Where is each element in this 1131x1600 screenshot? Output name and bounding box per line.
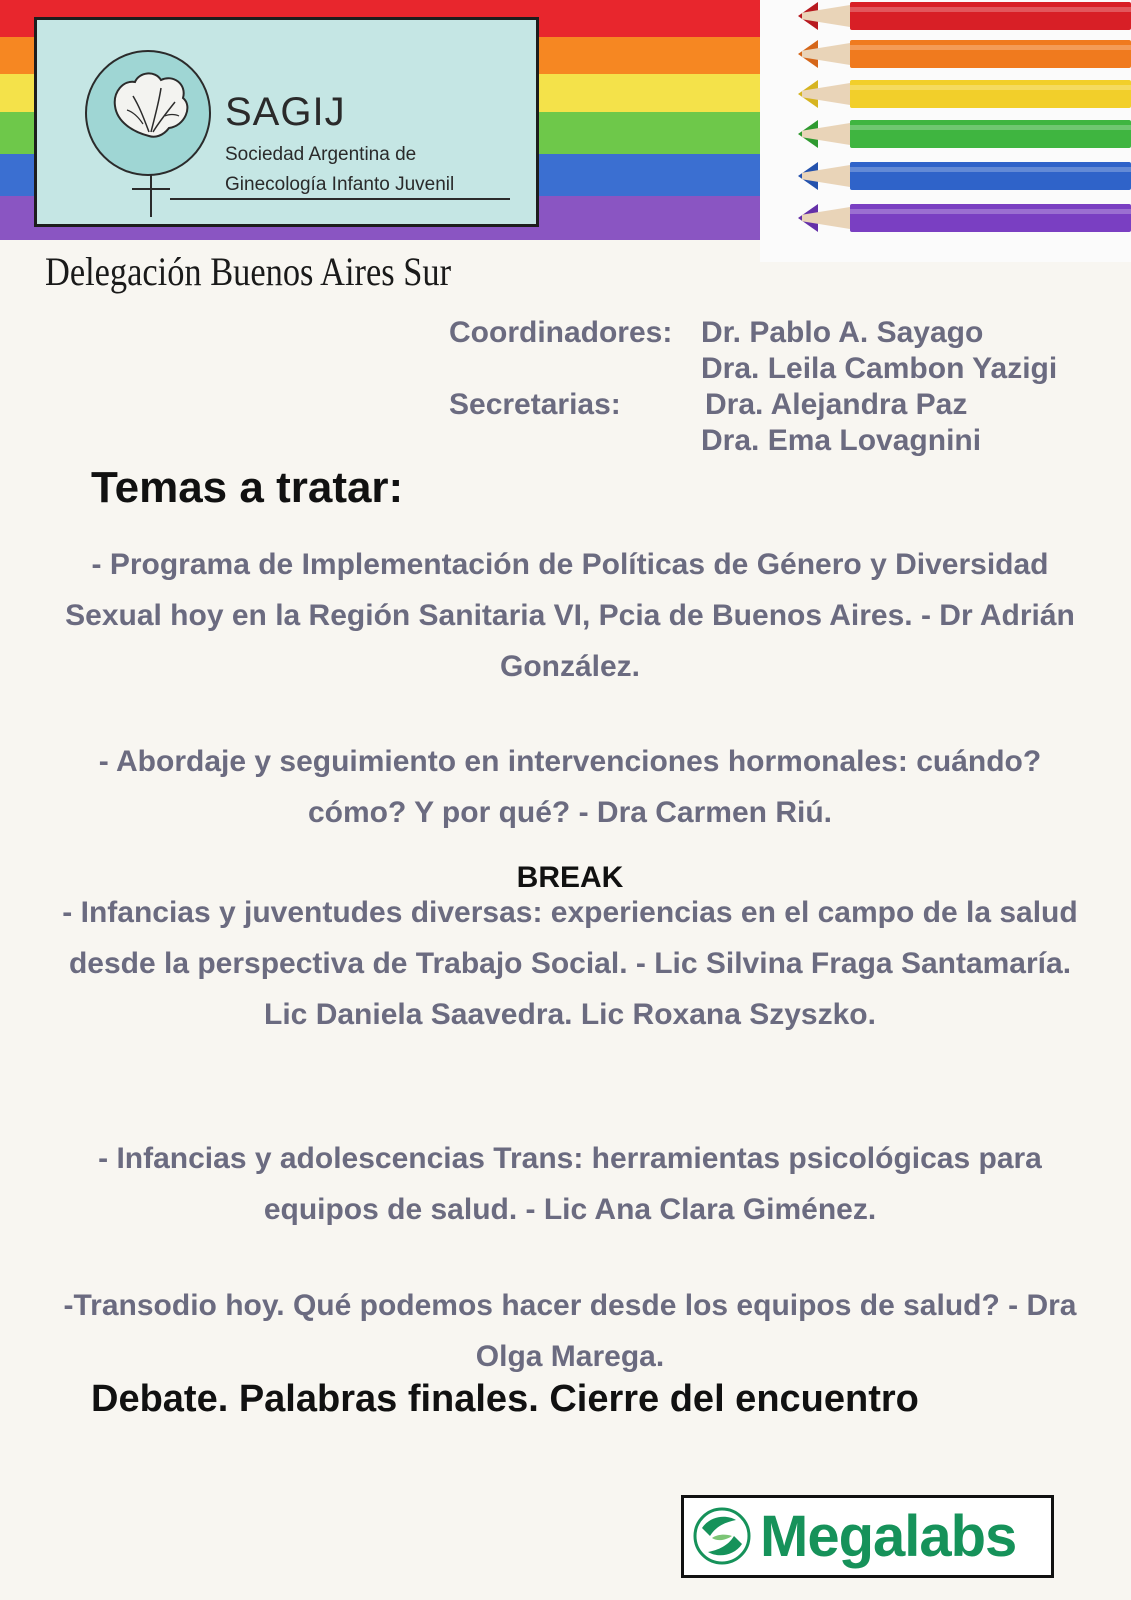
pencil-icon (760, 2, 1131, 30)
sagij-logo (34, 17, 539, 227)
megalabs-logo (681, 1495, 1054, 1578)
poppy-flower-icon (103, 66, 195, 146)
logo-full-name (225, 140, 454, 200)
rainbow-header (0, 0, 1131, 240)
secretaries-label: Secretarias: (449, 388, 621, 421)
pencil-icon (760, 162, 1131, 190)
topic-item: - Infancias y juventudes diversas: experiencias en el campo de la salud desde la perspectiva de Trabajo Social. - Lic Silvina Fraga Santamaría. Lic Daniela Saavedra. Lic Roxana Szyszko. (62, 896, 1078, 1031)
secretary-name: Dra. Ema Lovagnini (701, 424, 982, 457)
topic-item: - Infancias y adolescencias Trans: herramientas psicológicas para equipos de salud. - Lic Ana Clara Giménez. (98, 1142, 1042, 1226)
secretary-name: Dra. Alejandra Paz (705, 388, 968, 421)
topics-heading: Temas a tratar: (91, 463, 404, 512)
pencil-icon (760, 204, 1131, 232)
coordinator-name: Dr. Pablo A. Sayago (701, 316, 984, 349)
topic-item: -Transodio hoy. Qué podemos hacer desde los equipos de salud? - Dra Olga Marega. (63, 1289, 1077, 1373)
topic-item: - Programa de Implementación de Políticas de Género y Diversidad Sexual hoy en la Región Sanitaria VI, Pcia de Buenos Aires. - Dr Adrián González. (65, 548, 1075, 683)
coordinator-name: Dra. Leila Cambon Yazigi (701, 352, 1058, 385)
colored-pencils-image (760, 0, 1131, 262)
delegation-title: Delegación Buenos Aires Sur (45, 249, 452, 294)
logo-acronym: SAGIJ (225, 90, 346, 134)
break-label: BREAK (516, 861, 624, 894)
megalabs-leaf-icon (692, 1506, 752, 1566)
coordinators-label: Coordinadores: (449, 316, 673, 349)
logo-name-line-1: Sociedad Argentina de (225, 144, 417, 165)
closing-line: Debate. Palabras finales. Cierre del encuentro (91, 1378, 919, 1420)
sponsor-name: Megalabs (760, 1504, 1017, 1569)
logo-name-line-2: Ginecología Infanto Juvenil (225, 174, 455, 195)
pencil-icon (760, 80, 1131, 108)
pencil-icon (760, 40, 1131, 68)
topic-item: - Abordaje y seguimiento en intervenciones hormonales: cuándo? cómo? Y por qué? - Dra Carmen Riú. (98, 745, 1042, 829)
logo-cross (132, 188, 170, 190)
logo-stem (150, 175, 152, 217)
pencil-icon (760, 120, 1131, 148)
